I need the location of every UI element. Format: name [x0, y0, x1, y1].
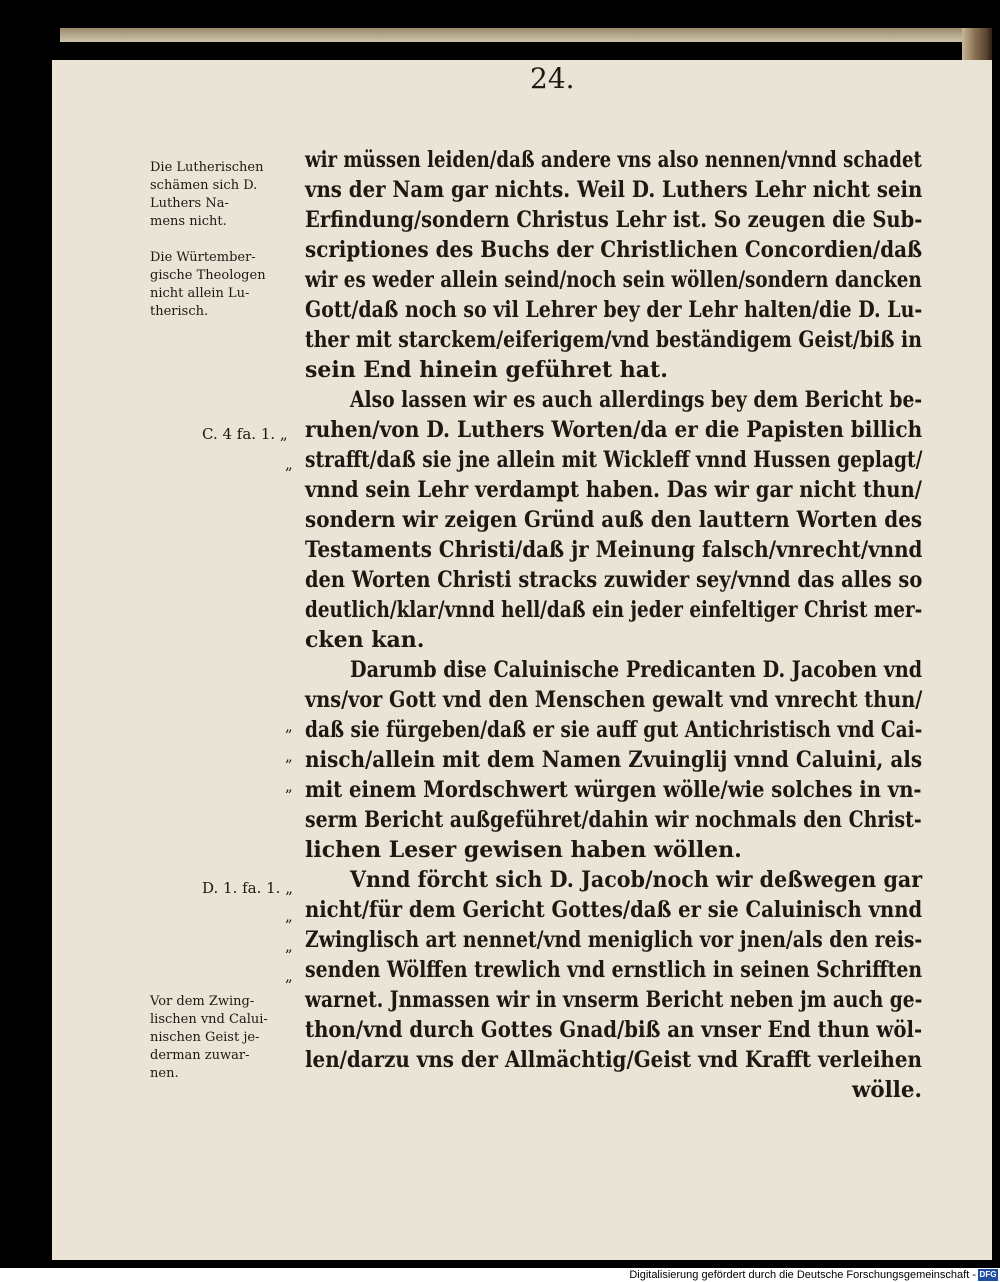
text-line: vns der Nam gar nichts. Weil D. Luthers Lehr nicht sein — [305, 177, 923, 203]
marginal-note: derman zuwar- — [150, 1048, 250, 1063]
text-line: sondern wir zeigen Gründ auß den lauttern Worten des — [305, 507, 923, 533]
quote-marker: „ — [285, 777, 293, 795]
text-line: thon/vnd durch Gottes Gnad/biß an vnser End thun wöl- — [305, 1017, 923, 1043]
text-line: strafft/daß sie jne allein mit Wickleff vnnd Hussen geplagt/ — [305, 447, 923, 473]
text-line: Vnnd förcht sich D. Jacob/noch wir deßwegen gar — [350, 867, 923, 893]
footer-credit: Digitalisierung gefördert durch die Deutsche Forschungsgemeinschaft - — [629, 1269, 976, 1281]
marginal-note: schämen sich D. — [150, 178, 258, 193]
marginal-note: Luthers Na- — [150, 196, 229, 211]
marginal-note: nicht allein Lu- — [150, 286, 250, 301]
page-top-edge — [60, 28, 970, 42]
marginal-note: Vor dem Zwing- — [150, 994, 255, 1009]
text-line: serm Bericht außgeführet/dahin wir nochmals den Christ- — [305, 807, 922, 833]
dfg-logo-icon: DFG — [979, 1270, 997, 1279]
text-line: wir müssen leiden/daß andere vns also nennen/vnnd schadet — [305, 147, 922, 173]
text-line: scriptiones des Buchs der Christlichen Concordien/daß — [305, 237, 923, 263]
marginal-note: Die Lutherischen — [150, 160, 264, 175]
page-number: 24. — [530, 62, 575, 95]
marginal-note: nen. — [150, 1066, 179, 1081]
text-line: warnet. Jnmassen wir in vnserm Bericht neben jm auch ge- — [305, 987, 923, 1013]
marginal-note: nischen Geist je- — [150, 1030, 260, 1045]
text-line: len/darzu vns der Allmächtig/Geist vnd Krafft verleihen — [305, 1047, 922, 1073]
text-line: deutlich/klar/vnnd hell/daß ein jeder einfeltiger Christ mer- — [305, 597, 923, 623]
quote-marker: „ — [285, 907, 293, 925]
quote-marker: „ — [285, 937, 293, 955]
text-line: Zwinglisch art nennet/vnd meniglich vor jnen/als den reis- — [305, 927, 923, 953]
text-line: vns/vor Gott vnd den Menschen gewalt vnd vnrecht thun/ — [305, 687, 923, 713]
quote-marker: „ — [285, 455, 293, 473]
marginal-note: gische Theologen — [150, 268, 266, 283]
marginal-note: Die Würtember- — [150, 250, 256, 265]
text-line: ruhen/von D. Luthers Worten/da er die Papisten billich — [305, 417, 923, 443]
text-line: vnnd sein Lehr verdampt haben. Das wir gar nicht thun/ — [305, 477, 922, 503]
text-line: lichen Leser gewisen haben wöllen. — [305, 837, 742, 863]
quote-marker: „ — [285, 747, 293, 765]
text-line: Gott/daß noch so vil Lehrer bey der Lehr halten/die D. Lu- — [305, 297, 923, 323]
text-line: daß sie fürgeben/daß er sie auff gut Antichristisch vnd Cai- — [305, 717, 923, 743]
marginal-note: therisch. — [150, 304, 209, 319]
text-line: Darumb dise Caluinische Predicanten D. Jacoben vnd — [350, 657, 923, 683]
footer-bar — [0, 1268, 1000, 1282]
text-line: Erfindung/sondern Christus Lehr ist. So zeugen die Sub- — [305, 207, 923, 233]
text-line: ther mit starckem/eiferigem/vnd beständigem Geist/biß in — [305, 327, 922, 353]
text-line: wölle. — [852, 1077, 922, 1103]
text-line: den Worten Christi stracks zuwider sey/vnnd das alles so — [305, 567, 923, 593]
text-line: nicht/für dem Gericht Gottes/daß er sie Caluinisch vnnd — [305, 897, 923, 923]
quote-marker: „ — [285, 967, 293, 985]
citation-marker: C. 4 fa. 1. „ — [202, 425, 288, 443]
text-line: sein End hinein geführet hat. — [305, 357, 668, 383]
text-line: Testaments Christi/daß jr Meinung falsch/vnrecht/vnnd — [305, 537, 923, 563]
marginal-note: mens nicht. — [150, 214, 227, 229]
text-line: senden Wölffen trewlich vnd ernstlich in seinen Schrifften — [305, 957, 923, 983]
text-line: cken kan. — [305, 627, 425, 653]
text-line: nisch/allein mit dem Namen Zvuinglij vnnd Caluini, als — [305, 747, 923, 773]
text-line: Also lassen wir es auch allerdings bey dem Bericht be- — [350, 387, 923, 413]
quote-marker: „ — [285, 717, 293, 735]
text-line: mit einem Mordschwert würgen wölle/wie solches in vn- — [305, 777, 922, 803]
citation-marker: D. 1. fa. 1. „ — [202, 879, 293, 897]
marginal-note: lischen vnd Calui- — [150, 1012, 268, 1027]
text-line: wir es weder allein seind/noch sein wöllen/sondern dancken — [305, 267, 922, 293]
